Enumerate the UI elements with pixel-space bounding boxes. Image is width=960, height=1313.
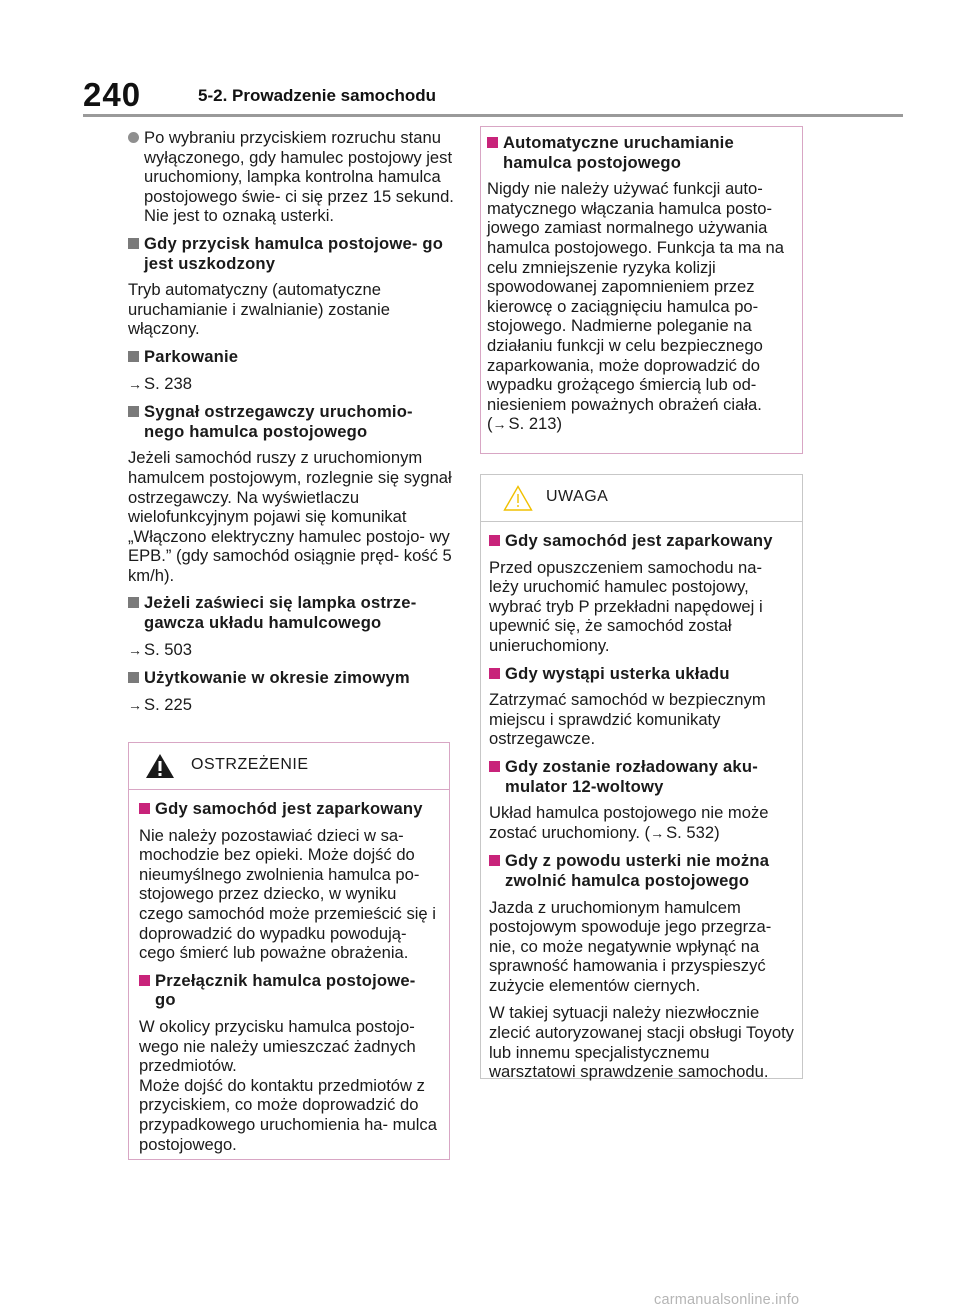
caution-header bbox=[481, 475, 802, 522]
square-bullet-icon bbox=[139, 975, 150, 986]
arrow-right-icon: → bbox=[650, 824, 665, 841]
square-bullet-icon bbox=[489, 761, 500, 772]
arrow-right-icon: → bbox=[128, 696, 142, 713]
left-column bbox=[128, 128, 456, 723]
heading bbox=[128, 402, 456, 441]
caution-triangle-icon bbox=[503, 485, 533, 511]
heading bbox=[128, 668, 456, 688]
page-reference: → S. 503 bbox=[128, 639, 192, 659]
paragraph: Przed opuszczeniem samochodu na- leży uruchomić hamulec postojowy, wybrać tryb P przekładni napędowej i upewnić się, że samochód został unieruchomiony. bbox=[489, 557, 763, 655]
heading-text: Gdy z powodu usterki nie można zwolnić hamulca postojowego bbox=[505, 851, 770, 890]
paragraph: Zatrzymać samochód w bezpiecznym miejscu i sprawdzić komunikaty ostrzegawcze. bbox=[489, 690, 766, 749]
square-bullet-icon bbox=[489, 535, 500, 546]
heading bbox=[489, 757, 794, 796]
square-bullet-icon bbox=[128, 406, 139, 417]
heading-text: Gdy samochód jest zaparkowany bbox=[505, 531, 773, 550]
warning-header bbox=[129, 743, 449, 790]
heading-text: Użytkowanie w okresie zimowym bbox=[144, 668, 410, 688]
page-reference: → S. 238 bbox=[128, 373, 192, 393]
paragraph: Jeżeli samochód ruszy z uruchomionym hamulcem postojowym, rozlegnie się sygnał ostrzegawczy. Na wyświetlaczu wielofunkcyjnym pojawi się komunikat „Włączono elektryczny hamulec postojo- wy EPB.” (gdy samochód osiągnie pręd- kość 5 km/h). bbox=[128, 448, 452, 585]
watermark: carmanualsonline.info bbox=[654, 1292, 800, 1308]
caution-box bbox=[480, 474, 803, 1082]
heading bbox=[128, 347, 456, 367]
section-title: 5-2. Prowadzenie samochodu bbox=[198, 86, 437, 105]
heading-text: Automatyczne uruchamianie hamulca postojowego bbox=[503, 133, 734, 172]
heading bbox=[489, 664, 794, 684]
square-bullet-icon bbox=[128, 672, 139, 683]
page-number: 240 bbox=[83, 76, 142, 113]
paragraph: W takiej sytuacji należy niezwłocznie zlecić autoryzowanej stacji obsługi Toyoty lub innemu specjalistycznemu warsztatowi sprawdzenie samochodu. bbox=[489, 1003, 794, 1082]
warning-box bbox=[128, 742, 450, 1160]
square-bullet-icon bbox=[489, 855, 500, 866]
caution-label: UWAGA bbox=[546, 488, 609, 505]
paragraph: Tryb automatyczny (automatyczne uruchamianie i zwalnianie) zostanie włączony. bbox=[128, 280, 390, 339]
square-bullet-icon bbox=[128, 238, 139, 249]
paragraph: Układ hamulca postojowego nie może zostać uruchomiony. (→ S. 532) bbox=[489, 803, 769, 842]
heading-text: Gdy samochód jest zaparkowany bbox=[155, 799, 423, 818]
square-bullet-icon bbox=[128, 351, 139, 362]
bullet-text: Po wybraniu przyciskiem rozruchu stanu wyłączonego, gdy hamulec postojowy jest uruchomiony, lampka kontrolna hamulca postojowego świe- ci się przez 15 sekund. bbox=[144, 128, 454, 206]
paragraph: Nigdy nie należy używać funkcji auto- matycznego włączania hamulca posto- jowego zamiast normalnego używania hamulca postojowego. Funkcja ta ma na celu zmniejszenie ryzyka kolizji spowodowanej zapomnieniem przez kierowcę o zaciągnięciu hamulca po- stojowego. Nadmierne poleganie na działaniu funkcji w celu bezpiecznego zaparkowania, może doprowadzić do wypadku grożącego śmiercią lub od- niesieniem poważnych obrażeń ciała. bbox=[487, 179, 785, 414]
list-item bbox=[128, 128, 456, 226]
square-bullet-icon bbox=[487, 137, 498, 148]
bullet-dot-icon bbox=[128, 132, 139, 143]
heading-text: Gdy wystąpi usterka układu bbox=[505, 663, 730, 683]
heading bbox=[128, 593, 456, 632]
heading-text: Sygnał ostrzegawczy uruchomio- nego hamulca postojowego bbox=[144, 402, 413, 441]
bullet-text-2: Nie jest to oznaką usterki. bbox=[144, 206, 334, 226]
page-header bbox=[0, 0, 960, 120]
heading-text: Gdy przycisk hamulca postojowe- go jest uszkodzony bbox=[144, 233, 444, 273]
notice-box bbox=[480, 126, 803, 454]
heading bbox=[489, 531, 794, 551]
heading bbox=[139, 799, 439, 819]
square-bullet-icon bbox=[489, 668, 500, 679]
arrow-right-icon: → bbox=[128, 375, 142, 392]
arrow-right-icon: → bbox=[128, 641, 142, 658]
arrow-right-icon: → bbox=[492, 416, 507, 433]
square-bullet-icon bbox=[128, 597, 139, 608]
paragraph: Jazda z uruchomionym hamulcem postojowym spowoduje jego przegrza- nie, co może negatywnie wpłynąć na sprawność hamowania i przyspieszyć zużycie elementów ciernych. bbox=[489, 897, 772, 995]
page-reference: → S. 225 bbox=[128, 694, 192, 714]
warning-label: OSTRZEŻENIE bbox=[191, 756, 309, 773]
heading bbox=[487, 133, 796, 172]
heading bbox=[139, 971, 439, 1010]
heading-text: Przełącznik hamulca postojowe- go bbox=[155, 970, 416, 1010]
square-bullet-icon bbox=[139, 803, 150, 814]
heading-text: Gdy zostanie rozładowany aku- mulator 12-woltowy bbox=[505, 756, 758, 796]
paragraph: Nie należy pozostawiać dzieci w sa- mochodzie bez opieki. Może dojść do nieumyślnego zwolnienia hamulca po- stojowego przez dziecko, w wyniku czego samochód może przemieścić się i doprowadzić do wypadku powodują- cego śmierć lub poważne obrażenia. bbox=[139, 825, 436, 963]
heading-text: Jeżeli zaświeci się lampka ostrze- gawcza układu hamulcowego bbox=[144, 593, 417, 633]
paragraph: Może dojść do kontaktu przedmiotów z przyciskiem, co może doprowadzić do przypadkowego uruchomienia ha- mulca postojowego. bbox=[139, 1075, 437, 1154]
warning-triangle-icon bbox=[145, 753, 175, 779]
heading bbox=[489, 851, 794, 890]
heading-text: Parkowanie bbox=[144, 346, 239, 366]
header-rule bbox=[83, 114, 903, 117]
page-reference: (→ S. 213) bbox=[487, 414, 563, 434]
heading bbox=[128, 234, 456, 273]
paragraph: W okolicy przycisku hamulca postojo- wego nie należy umieszczać żadnych przedmiotów. bbox=[139, 1016, 416, 1076]
